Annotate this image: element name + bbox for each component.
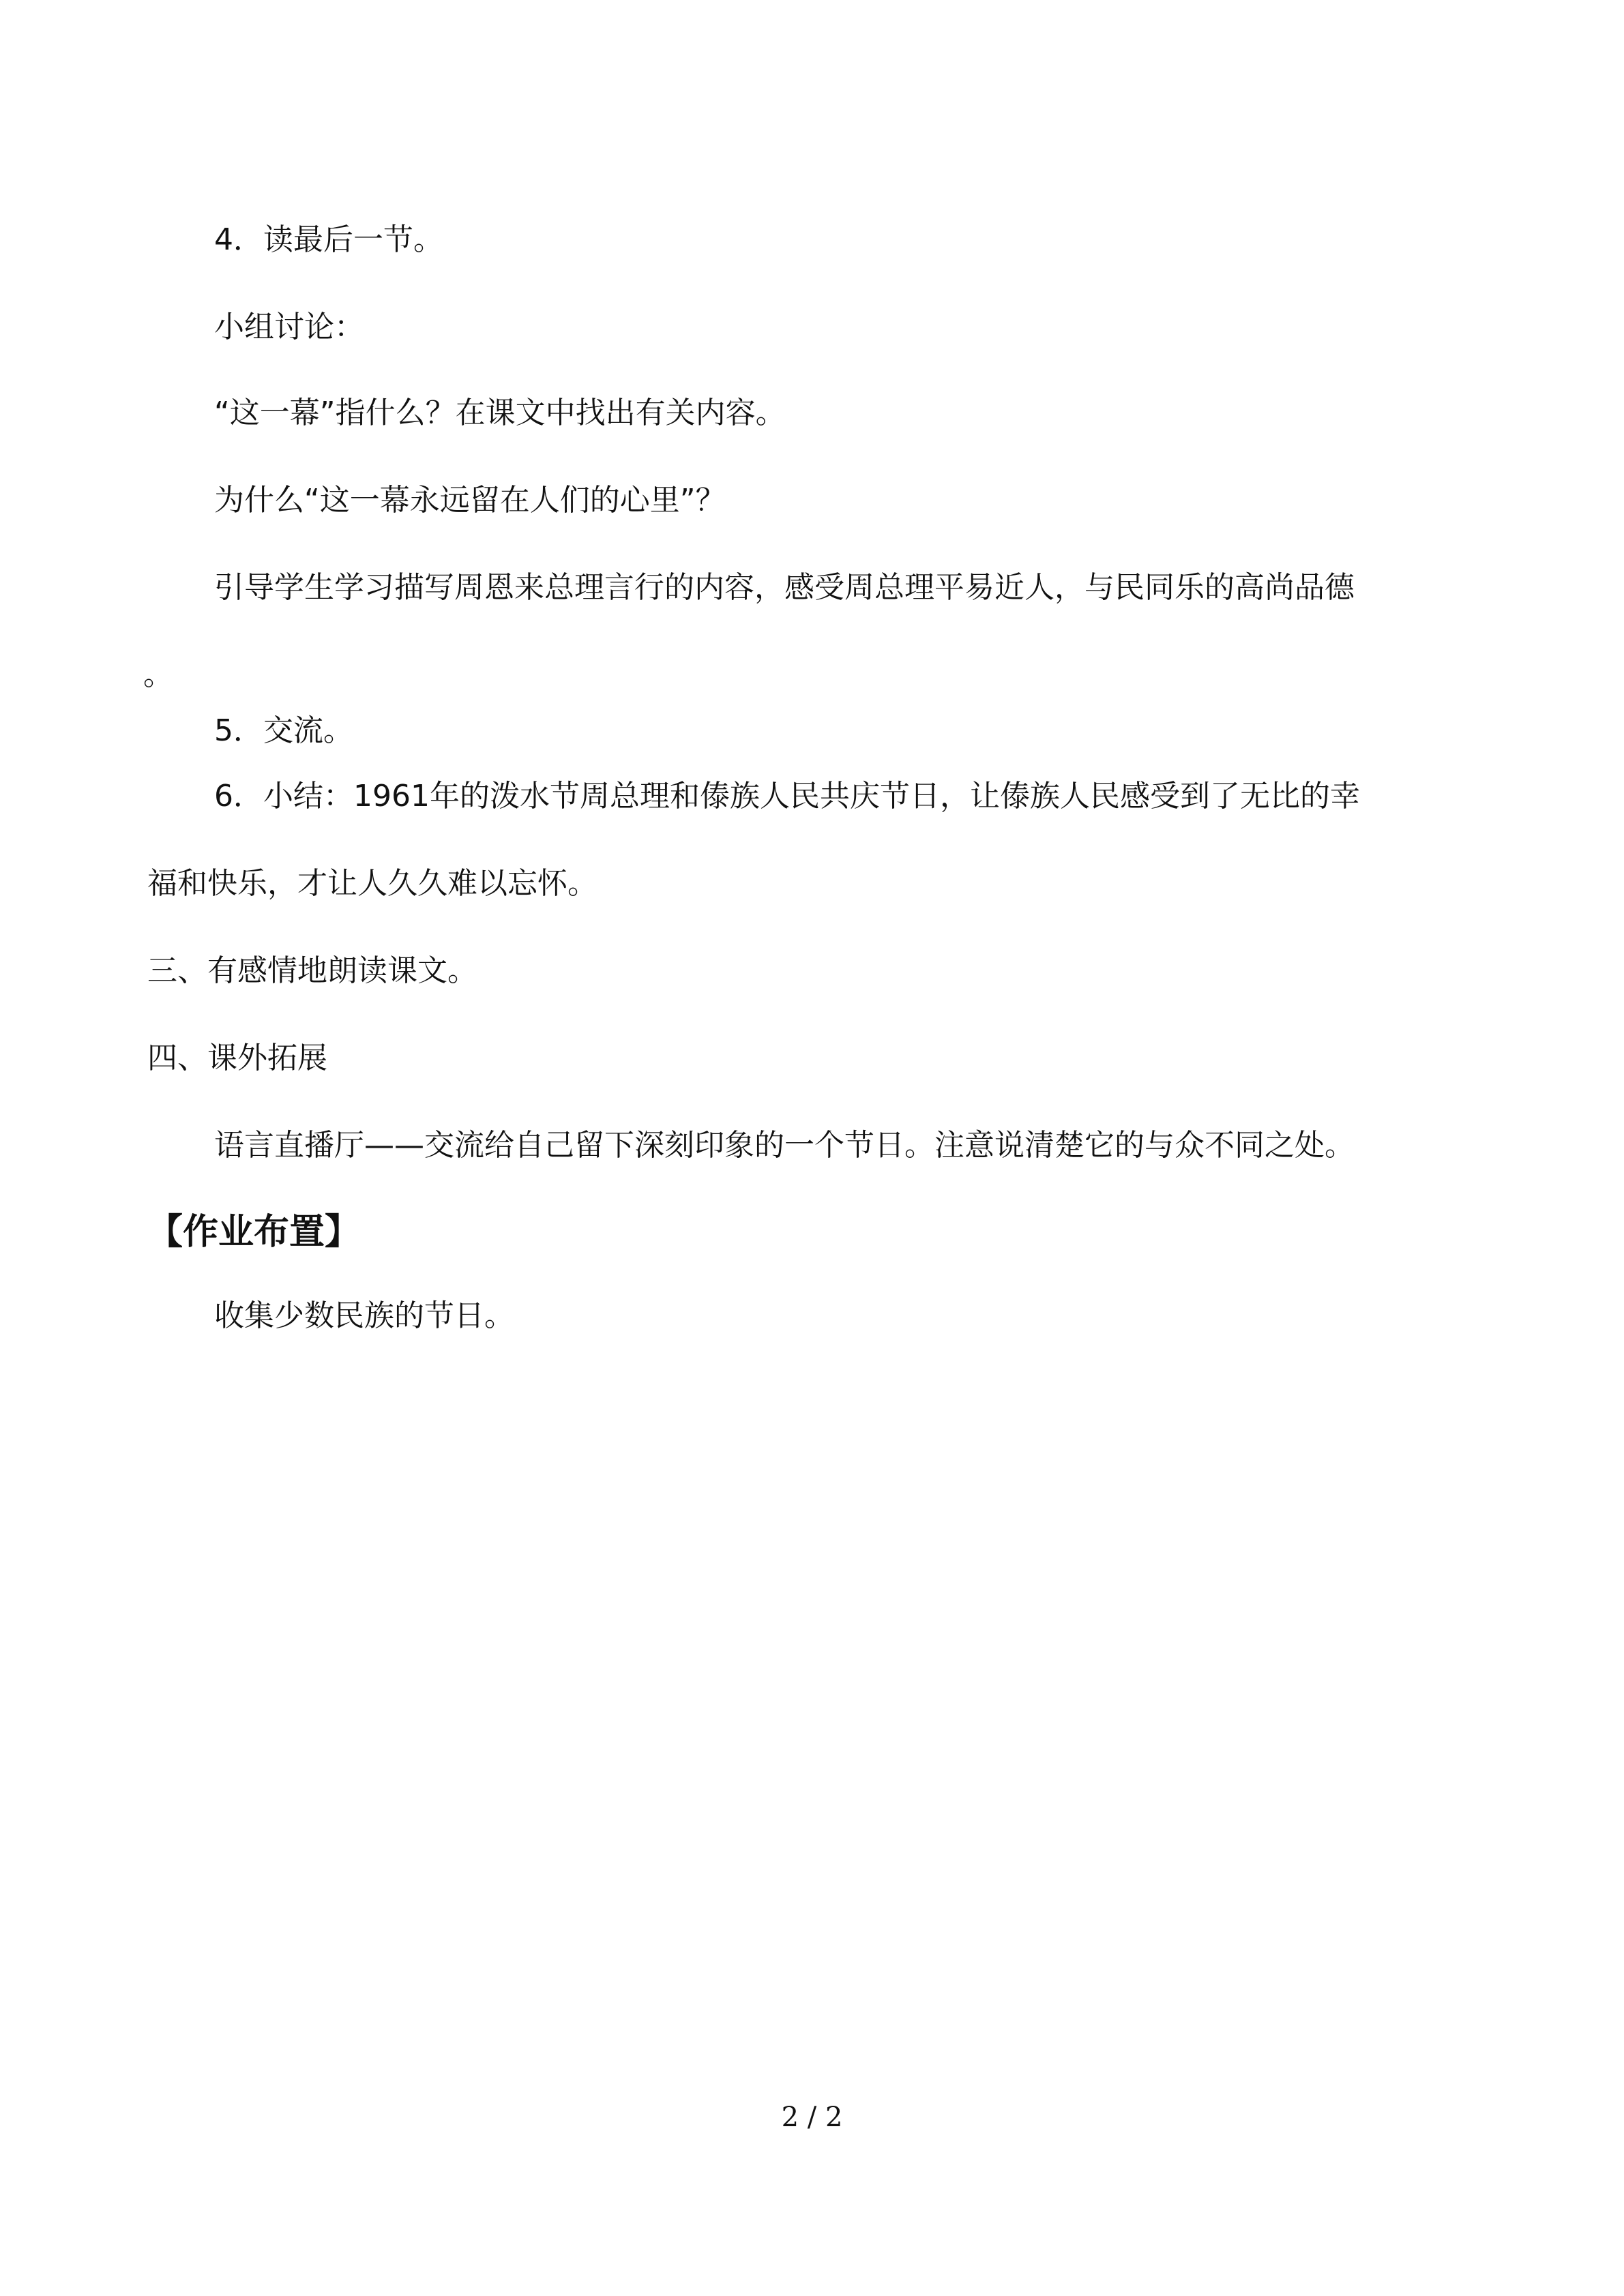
paragraph-guide-continuation: 。 bbox=[143, 657, 173, 692]
paragraph-step-5: 5．交流。 bbox=[214, 713, 353, 748]
paragraph-step-6-continuation: 福和快乐，才让人久久难以忘怀。 bbox=[147, 866, 597, 901]
section-three: 三、有感情地朗读课文。 bbox=[147, 953, 477, 988]
page-number: 2 / 2 bbox=[781, 2102, 843, 2133]
paragraph-question-2: 为什么“这一幕永远留在人们的心里”？ bbox=[214, 483, 726, 518]
paragraph-step-4: 4．读最后一节。 bbox=[214, 222, 443, 257]
paragraph-step-6: 6．小结：1961年的泼水节周总理和傣族人民共庆节日，让傣族人民感受到了无比的幸 bbox=[214, 779, 1360, 814]
paragraph-question-1: “这一幕”指什么？在课文中找出有关内容。 bbox=[214, 396, 786, 430]
homework-heading: 【作业布置】 bbox=[147, 1212, 361, 1253]
paragraph-guide: 引导学生学习描写周恩来总理言行的内容，感受周总理平易近人，与民同乐的高尚品德 bbox=[214, 570, 1355, 605]
section-four: 四、课外拓展 bbox=[147, 1041, 327, 1075]
homework-text: 收集少数民族的节日。 bbox=[214, 1298, 514, 1333]
paragraph-group-discussion: 小组讨论： bbox=[214, 310, 364, 344]
paragraph-extension: 语言直播厅——交流给自己留下深刻印象的一个节日。注意说清楚它的与众不同之处。 bbox=[214, 1128, 1355, 1163]
